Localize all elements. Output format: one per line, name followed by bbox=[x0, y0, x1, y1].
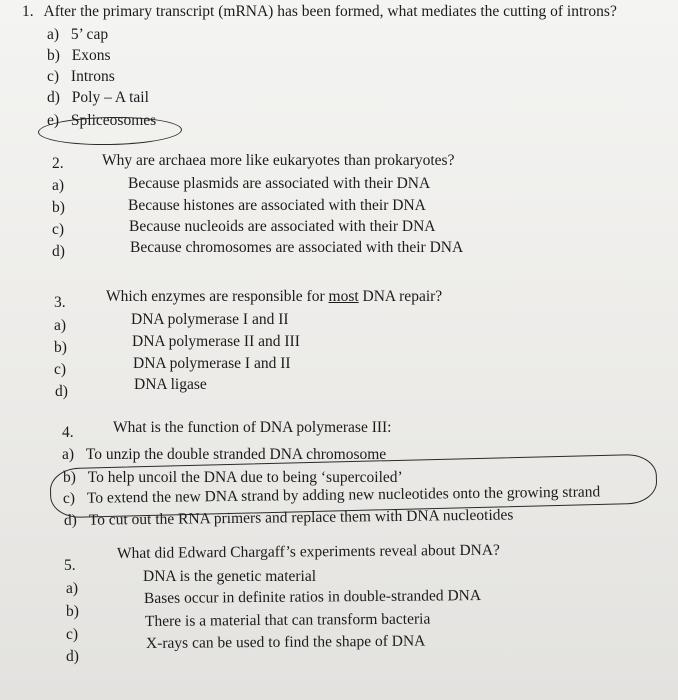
question-number: 2. bbox=[52, 155, 64, 172]
option-letter: d) bbox=[63, 511, 78, 529]
option-text[interactable]: Because chromosomes are associated with their DNA bbox=[130, 239, 464, 256]
option-letter[interactable]: d) bbox=[66, 648, 79, 665]
option-letter[interactable]: c) bbox=[54, 361, 67, 378]
question-number: 1. bbox=[22, 3, 34, 20]
option-text: To help uncoil the DNA due to being ‘supercoiled’ bbox=[87, 469, 403, 486]
option-text[interactable]: Because histones are associated with their DNA bbox=[128, 197, 426, 214]
option-letter: d) bbox=[47, 89, 60, 106]
question-text: Which enzymes are responsible for most DNA repair? bbox=[106, 288, 443, 305]
option-text[interactable]: DNA polymerase I and II bbox=[131, 311, 289, 328]
option-text[interactable]: Because plasmids are associated with their DNA bbox=[128, 175, 431, 192]
question-number: 4. bbox=[62, 424, 74, 441]
option[interactable] bbox=[62, 446, 386, 464]
option-letter: c) bbox=[62, 489, 76, 507]
option-text: To cut out the RNA primers and replace them with DNA nucleotides bbox=[88, 506, 514, 529]
question-number: 5. bbox=[64, 557, 76, 574]
option[interactable] bbox=[63, 469, 403, 487]
option-letter[interactable]: c) bbox=[52, 221, 65, 238]
option-text: Poly – A tail bbox=[71, 89, 149, 106]
option-letter[interactable]: b) bbox=[52, 199, 65, 216]
option-text: To unzip the double stranded DNA chromosome bbox=[85, 446, 387, 463]
question-text: Why are archaea more like eukaryotes than prokaryotes? bbox=[102, 152, 455, 169]
option-text[interactable]: Because nucleoids are associated with their DNA bbox=[129, 218, 436, 235]
option-text[interactable]: X-rays can be used to find the shape of DNA bbox=[145, 632, 426, 652]
option[interactable] bbox=[47, 47, 111, 65]
option-letter: b) bbox=[47, 47, 60, 64]
option-selected[interactable] bbox=[47, 112, 156, 130]
option-text[interactable]: DNA is the genetic material bbox=[143, 568, 317, 585]
option-letter: b) bbox=[63, 469, 76, 486]
question-text: What did Edward Chargaff’s experiments reveal about DNA? bbox=[116, 541, 500, 562]
option[interactable] bbox=[47, 89, 149, 107]
option-letter: e) bbox=[47, 112, 60, 129]
question-text: What is the function of DNA polymerase III: bbox=[113, 419, 392, 436]
option[interactable] bbox=[47, 68, 115, 86]
option-letter: c) bbox=[47, 68, 60, 85]
option-letter: a) bbox=[62, 446, 75, 463]
option-text: 5’ cap bbox=[70, 26, 109, 43]
option-text[interactable]: There is a material that can transform bacteria bbox=[144, 610, 431, 630]
option-text: Exons bbox=[71, 47, 111, 64]
option-letter[interactable]: a) bbox=[66, 580, 79, 597]
option-text[interactable]: Bases occur in definite ratios in double-stranded DNA bbox=[143, 587, 482, 607]
option-letter[interactable]: a) bbox=[52, 177, 65, 194]
option-text[interactable]: DNA polymerase I and II bbox=[133, 355, 291, 372]
option-text: Introns bbox=[70, 68, 115, 85]
option-letter[interactable]: d) bbox=[55, 383, 68, 400]
option-letter[interactable]: c) bbox=[66, 626, 79, 643]
option-selected[interactable] bbox=[63, 483, 600, 508]
option-text[interactable]: DNA ligase bbox=[134, 376, 207, 393]
option-letter[interactable]: a) bbox=[54, 317, 67, 334]
question-text: After the primary transcript (mRNA) has been formed, what mediates the cutting of introns? bbox=[43, 3, 617, 20]
option-letter[interactable]: d) bbox=[52, 243, 65, 260]
option-text[interactable]: DNA polymerase II and III bbox=[132, 333, 300, 350]
option-text: Spliceosomes bbox=[70, 112, 157, 129]
option-letter[interactable]: b) bbox=[66, 603, 79, 620]
question-1 bbox=[22, 3, 617, 21]
underlined-word: most bbox=[328, 288, 359, 305]
option-text: To extend the new DNA strand by adding new nucleotides onto the growing strand bbox=[86, 483, 601, 507]
option-letter: a) bbox=[47, 26, 60, 43]
question-number: 3. bbox=[54, 294, 66, 311]
option-letter[interactable]: b) bbox=[54, 339, 67, 356]
option[interactable] bbox=[47, 26, 108, 44]
option[interactable] bbox=[64, 507, 514, 530]
